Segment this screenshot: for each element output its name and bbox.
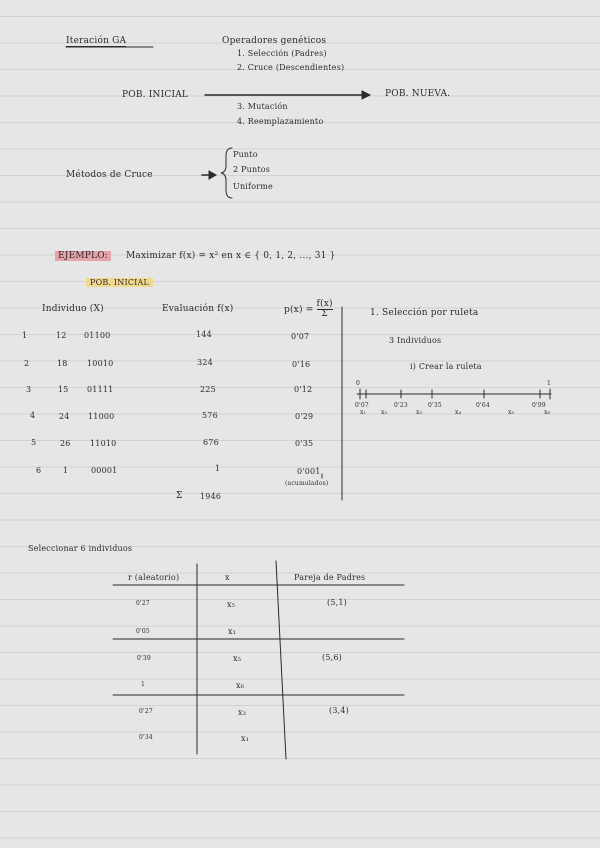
- sel-row-1-x: x₅: [227, 600, 236, 609]
- operator-mutacion: 3. Mutación: [237, 102, 288, 111]
- row-2-f: 324: [197, 358, 213, 367]
- cruce-option-2puntos: 2 Puntos: [233, 165, 271, 174]
- sel-header-r: r (aleatorio): [128, 573, 180, 582]
- sel-row-4-r: 1: [141, 681, 146, 688]
- row-1-bin: 01100: [84, 331, 111, 340]
- pob-arrow-head: [362, 91, 370, 99]
- p-acumulados-note: (acumulados): [285, 480, 329, 487]
- operator-cruce: 2. Cruce (Descendientes): [237, 63, 345, 72]
- row-5-bin: 11010: [90, 439, 117, 448]
- pob-inicial-label: POB. INICIAL: [122, 90, 189, 100]
- sel-row-3-r: 0'39: [137, 655, 151, 662]
- row-1-x: 12: [56, 331, 67, 340]
- row-5-p: 0'35: [295, 439, 314, 448]
- ejemplo-statement: Maximizar f(x) = x² en x ∈ { 0, 1, 2, ..., 31 }: [126, 251, 336, 261]
- ruleta-tick-1: 0'07: [355, 402, 369, 409]
- sel-row-4-x: x₆: [236, 681, 245, 690]
- row-4-x: 24: [59, 412, 70, 421]
- pob-inicial-tag: POB. INICIAL: [86, 278, 153, 287]
- sum-symbol: Σ: [176, 491, 183, 501]
- pob-nueva-label: POB. NUEVA.: [385, 89, 451, 99]
- sel-row-2-x: x₁: [228, 627, 237, 636]
- row-1-p: 0'07: [291, 332, 310, 341]
- row-3-x: 15: [58, 385, 69, 394]
- sel-row-2-r: 0'05: [136, 628, 150, 635]
- ruleta-tick-4: 0'64: [476, 402, 490, 409]
- row-4-n: 4: [30, 411, 36, 420]
- row-1-n: 1: [22, 331, 28, 340]
- ruleta-step: i) Crear la ruleta: [410, 362, 482, 371]
- sel-header-pareja: Pareja de Padres: [294, 573, 366, 582]
- ruleta-x2: x₂: [381, 409, 388, 416]
- operators-title: Operadores genéticos: [222, 36, 327, 46]
- sel-row-1-r: 0'27: [136, 600, 150, 607]
- row-3-bin: 01111: [87, 385, 114, 394]
- sel-row-6-x: x₁: [241, 734, 250, 743]
- row-5-f: 676: [203, 438, 219, 447]
- metodos-cruce-label: Métodos de Cruce: [66, 170, 153, 180]
- row-6-bin: 00001: [91, 466, 118, 475]
- row-6-f: 1: [215, 464, 221, 473]
- ejemplo-tag: EJEMPLO:: [55, 251, 111, 261]
- sum-value: 1946: [200, 492, 222, 501]
- row-5-x: 26: [60, 439, 71, 448]
- cruce-arrow-head: [209, 171, 216, 179]
- page-title: Iteración GA: [66, 36, 127, 46]
- header-p-num: f(x): [316, 299, 333, 309]
- ruleta-subtitle: 3 Individuos: [389, 336, 442, 345]
- row-6-n: 6: [36, 466, 42, 475]
- row-4-bin: 11000: [88, 412, 115, 421]
- row-4-p: 0'29: [295, 412, 314, 421]
- row-2-bin: 10010: [87, 359, 114, 368]
- ruleta-x3: x₃: [416, 409, 423, 416]
- operator-seleccion: 1. Selección (Padres): [237, 49, 327, 58]
- row-3-p: 0'12: [294, 385, 313, 394]
- row-1-f: 144: [196, 330, 212, 339]
- header-p-den: Σ: [321, 309, 328, 319]
- sel-row-5-x: x₃: [238, 708, 247, 717]
- seleccionar-label: Seleccionar 6 individuos: [28, 544, 133, 553]
- row-3-f: 225: [200, 385, 216, 394]
- ruleta-x6: x₆: [544, 409, 551, 416]
- ruleta-tick-2: 0'23: [394, 402, 408, 409]
- operator-reemplazamiento: 4. Reemplazamiento: [237, 117, 324, 126]
- row-2-x: 18: [57, 359, 68, 368]
- ruleta-x5: x₅: [508, 409, 515, 416]
- pair-1: (5,1): [327, 598, 347, 607]
- row-2-n: 2: [24, 359, 30, 368]
- cruce-brace: [221, 148, 232, 198]
- row-5-n: 5: [31, 438, 37, 447]
- row-3-n: 3: [26, 385, 32, 394]
- ruleta-axis-start: 0: [356, 380, 361, 387]
- cruce-option-punto: Punto: [233, 150, 258, 159]
- ruleta-x1: x₁: [360, 409, 367, 416]
- ruleta-x4: x₄: [455, 409, 462, 416]
- pair-2: (5,6): [322, 653, 342, 662]
- row-4-f: 576: [202, 411, 218, 420]
- ruleta-tick-5: 0'99: [532, 402, 546, 409]
- row-2-p: 0'16: [292, 360, 311, 369]
- row-6-x: 1: [63, 466, 69, 475]
- header-p-left: p(x) =: [284, 305, 314, 315]
- header-individuo: Individuo (X): [42, 304, 104, 314]
- sel-col-line-2: [276, 561, 286, 759]
- sel-row-3-x: x₅: [233, 654, 242, 663]
- ruleta-title: 1. Selección por ruleta: [370, 308, 479, 318]
- row-6-p: 0'001: [297, 467, 321, 476]
- pair-3: (3,4): [329, 706, 349, 715]
- header-evaluacion: Evaluación f(x): [162, 304, 234, 314]
- sel-row-5-r: 0'27: [139, 708, 153, 715]
- ruleta-axis-end: 1: [547, 380, 552, 387]
- cruce-option-uniforme: Uniforme: [233, 182, 273, 191]
- ruleta-tick-3: 0'35: [428, 402, 442, 409]
- sel-row-6-r: 0'34: [139, 734, 153, 741]
- sel-header-x: x: [225, 573, 230, 582]
